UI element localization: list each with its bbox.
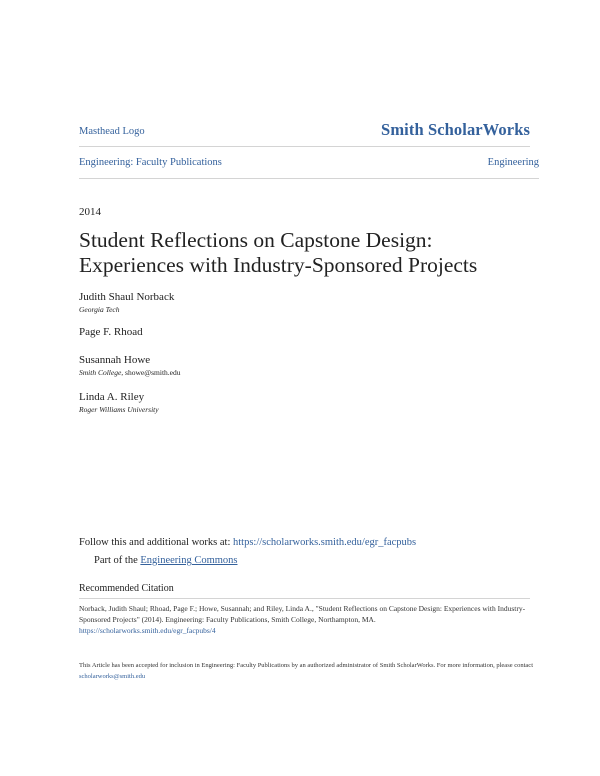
author-affiliation: Georgia Tech <box>79 305 120 314</box>
author-entry <box>79 325 143 339</box>
author-affiliation: Smith College <box>79 368 122 377</box>
author-name: Page F. Rhoad <box>79 326 143 338</box>
part-of-prefix: Part of the <box>94 555 141 566</box>
recommended-citation-header: Recommended Citation <box>79 583 530 599</box>
citation-url-link[interactable]: https://scholarworks.smith.edu/egr_facpubs/4 <box>79 626 216 635</box>
citation-text: Norback, Judith Shaul; Rhoad, Page F.; Howe, Susannah; and Riley, Linda A., "Student Reflections on Capstone Design: Experiences with Industry-Sponsored Projects" (2014). Engineering: Faculty Publications, Smith College, Northampton, MA. <box>79 604 526 624</box>
engineering-commons-link[interactable]: Engineering Commons <box>140 555 238 566</box>
document-title <box>79 228 549 278</box>
author-entry <box>79 290 174 315</box>
author-name: Linda A. Riley <box>79 391 145 403</box>
follow-line <box>79 537 416 548</box>
author-affiliation-line: Smith College, showe@smith.edu <box>79 368 181 377</box>
follow-url-link[interactable]: https://scholarworks.smith.edu/egr_facpubs <box>233 537 417 548</box>
brand-name[interactable]: Smith ScholarWorks <box>381 120 530 139</box>
department-link[interactable]: Engineering <box>487 157 539 168</box>
masthead-logo-link[interactable]: Masthead Logo <box>79 126 145 137</box>
author-name: Judith Shaul Norback <box>79 291 175 303</box>
author-name: Susannah Howe <box>79 354 151 366</box>
collection-link[interactable]: Engineering: Faculty Publications <box>79 157 222 168</box>
disclaimer-block <box>79 660 541 682</box>
author-affiliation: Roger Williams University <box>79 405 159 414</box>
title-line-1: Student Reflections on Capstone Design: <box>79 228 433 252</box>
author-entry <box>79 353 181 378</box>
title-line-2: Experiences with Industry-Sponsored Projects <box>79 253 478 277</box>
collection-bar <box>79 152 539 179</box>
citation-block <box>79 603 539 636</box>
disclaimer-text: This Article has been accepted for inclusion in Engineering: Faculty Publications by an authorized administrator of Smith ScholarWorks. For more information, please contact <box>79 662 534 669</box>
author-entry <box>79 390 159 415</box>
masthead <box>79 116 530 147</box>
publication-year: 2014 <box>79 206 101 218</box>
contact-email-link[interactable]: scholarworks@smith.edu <box>79 673 146 680</box>
follow-prefix: Follow this and additional works at: <box>79 537 233 548</box>
author-email[interactable]: showe@smith.edu <box>125 368 181 377</box>
part-of-line <box>94 555 238 566</box>
